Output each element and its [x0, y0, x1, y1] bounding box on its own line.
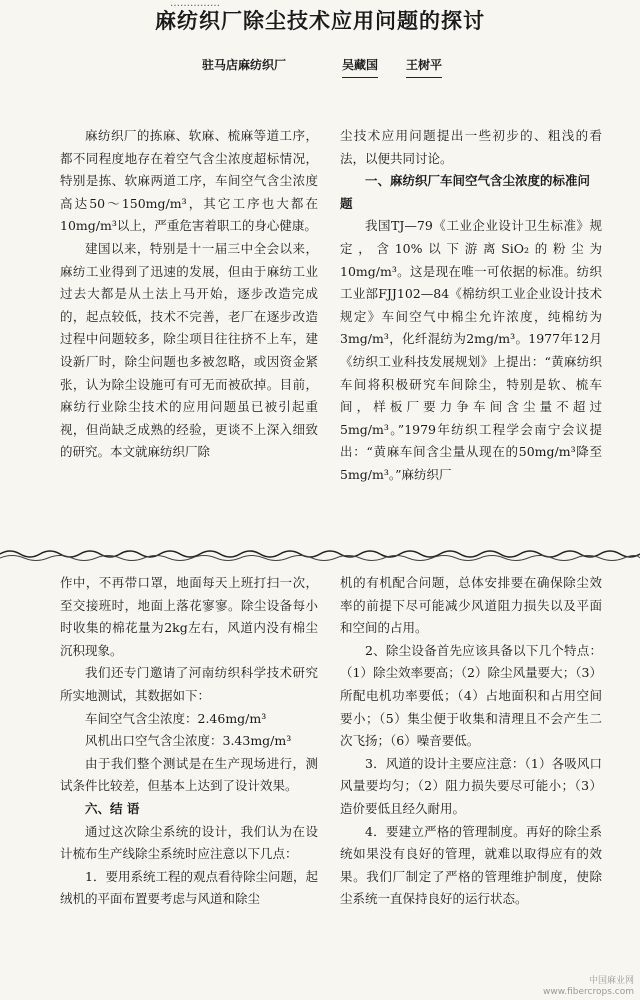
- paragraph: 建国以来，特别是十一届三中全会以来，麻纺工业得到了迅速的发展，但由于麻纺工业过去大都是从土法上马开始，逐步改造完成的，起点较低，技术不完善，老厂在逐步改造过程中问题较多，除尘项目往往挤不上车，建设新厂时，除尘问题也多被忽略，或因资金紧张，认为除尘设施可有可无而被砍掉。目前，麻纺行业除尘技术的应用问题虽已被引起重视，但尚缺乏成熟的经验，更谈不上深入细致的研究。本文就麻纺织厂除: [60, 240, 318, 460]
- paragraph: 2、除尘设备首先应该具备以下几个特点：（1）除尘效率要高；（2）除尘风量要大；（3）所配电机功率要低；（4）占地面积和占用空间要小；（5）集尘便于收集和清理且不会产生二次飞扬；（6）噪音要低。: [340, 642, 602, 749]
- paragraph: 通过这次除尘系统的设计，我们认为在设计梳布生产线除尘系统时应注意以下几点：: [60, 823, 318, 862]
- paragraph: 作中，不再带口罩，地面每天上班打扫一次，至交接班时，地面上落花寥寥。除尘设备每小时收集的棉花量为2kg左右，风道内没有棉尘沉积现象。: [60, 575, 318, 658]
- paragraph: 3．风道的设计主要应注意：（1）各吸风口风量要均匀；（2）阻力损失要尽可能小；（3）造价要低且经久耐用。: [340, 755, 602, 816]
- top-margin-scribble: ……………: [170, 0, 220, 8]
- paragraph: 机的有机配合问题，总体安排要在确保除尘效率的前提下尽可能减少风道阻力损失以及平面和空间的占用。: [340, 575, 602, 636]
- author-2: 王树平: [406, 54, 442, 78]
- paragraph: 由于我们整个测试是在生产现场进行，测试条件比较差，但基本上达到了设计效果。: [60, 755, 318, 794]
- watermark-line: www.fibercrops.com: [543, 987, 634, 997]
- author-line: [150, 54, 570, 76]
- paragraph: 尘技术应用问题提出一些初步的、粗浅的看法，以便共同讨论。: [340, 128, 602, 166]
- author-1: 吴藏国: [342, 54, 378, 78]
- paragraph: 1．要用系统工程的观点看待除尘问题，起绒机的平面布置要考虑与风道和除尘: [60, 868, 318, 907]
- paragraph: 4．要建立严格的管理制度。再好的除尘系统如果没有良好的管理，就难以取得应有的效果。我们厂制定了严格的管理维护制度，使除尘系统一直保持良好的运行状态。: [340, 823, 602, 907]
- watermark-line: 中国麻业网: [588, 976, 634, 986]
- paragraph: 麻纺织厂的拣麻、软麻、梳麻等道工序，都不同程度地存在着空气含尘浓度超标情况，特别是拣、软麻两道工序，车间空气含尘浓度高达50～150mg/m³，其它工序也大都在10mg/m³以上，严重危害着职工的身心健康。: [60, 128, 318, 234]
- data-line: 车间空气含尘浓度：2.46mg/m³: [85, 710, 267, 726]
- section-heading: 六、结 语: [85, 800, 140, 816]
- watermark: [543, 976, 634, 998]
- paragraph: 我国TJ—79《工业企业设计卫生标准》规定，含10%以下游离SiO₂的粉尘为10mg/m³。这是现在唯一可依据的标准。纺织工业部FJJ102—84《棉纺织工业企业设计技术规定》车间空气中棉尘允许浓度，纯棉纺为3mg/m³，化纤混纺为2mg/m³。1977年12月《纺织工业科技发展规划》上提出：“黄麻纺织车间将积极研究车间除尘，特别是软、梳车间，样板厂要力争车间含尘量不超过5mg/m³。”1979年纺织工程学会南宁会议提出：“黄麻车间含尘量从现在的50mg/m³降至5mg/m³。”麻纺织厂: [340, 218, 602, 482]
- column-1-upper: [60, 125, 318, 464]
- paragraph: 我们还专门邀请了河南纺织科学技术研究所实地测试，其数据如下：: [60, 665, 318, 703]
- section-heading: 一、麻纺织厂车间空气含尘浓度的标准问题: [340, 173, 591, 211]
- affiliation: 驻马店麻纺织厂: [202, 58, 287, 72]
- article-title: 麻纺织厂除尘技术应用问题的探讨: [155, 8, 485, 33]
- column-2-lower: [340, 572, 602, 911]
- column-2-upper: [340, 125, 602, 487]
- torn-page-divider: [0, 542, 640, 566]
- data-line: 风机出口空气含尘浓度：3.43mg/m³: [85, 733, 292, 749]
- column-1-lower: [60, 572, 318, 911]
